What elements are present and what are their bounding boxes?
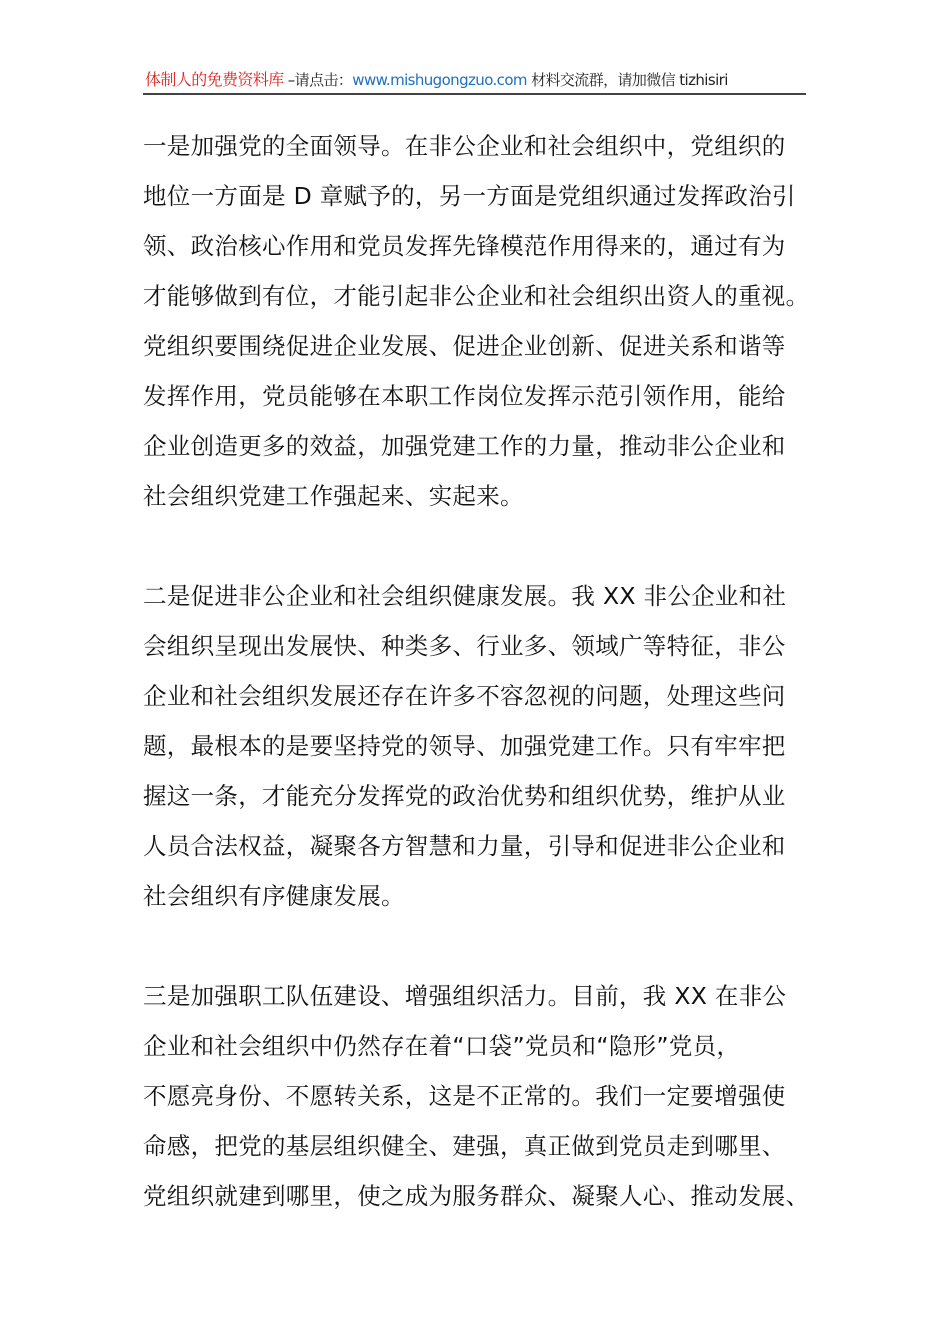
text-line: 一是加强党的全面领导。在非公企业和社会组织中，党组织的 — [143, 132, 786, 160]
text-line: 领、政治核心作用和党员发挥先锋模范作用得来的，通过有为 — [143, 232, 786, 260]
text-line: 企业创造更多的效益，加强党建工作的力量，推动非公企业和 — [143, 432, 786, 460]
header-prompt: –请点击： — [283, 71, 353, 89]
header-brand: 体制人的免费资料库 — [145, 70, 284, 89]
text-line: 握这一条，才能充分发挥党的政治优势和组织优势，维护从业 — [143, 782, 786, 810]
text-line: 命感，把党的基层组织健全、建强，真正做到党员走到哪里、 — [143, 1132, 786, 1160]
text-line: 党组织就建到哪里，使之成为服务群众、凝聚人心、推动发展、 — [143, 1182, 810, 1210]
page-header — [145, 68, 805, 92]
text-line: 党组织要围绕促进企业发展、促进企业创新、促进关系和谐等 — [143, 332, 786, 360]
text-line: 才能够做到有位，才能引起非公企业和社会组织出资人的重视。 — [143, 282, 810, 310]
paragraph — [143, 571, 833, 921]
text-line: 发挥作用，党员能够在本职工作岗位发挥示范引领作用，能给 — [143, 382, 786, 410]
header-link[interactable]: www.mishugongzuo.com — [352, 71, 527, 89]
document-body — [143, 121, 833, 1221]
paragraph — [143, 121, 833, 521]
text-line: 三是加强职工队伍建设、增强组织活力。目前，我 XX 在非公 — [143, 982, 787, 1010]
paragraph — [143, 971, 833, 1221]
text-line: 地位一方面是 D 章赋予的，另一方面是党组织通过发挥政治引 — [143, 182, 796, 210]
text-line: 二是促进非公企业和社会组织健康发展。我 XX 非公企业和社 — [143, 582, 787, 610]
text-line: 题，最根本的是要坚持党的领导、加强党建工作。只有牢牢把 — [143, 732, 786, 760]
header-suffix: 材料交流群，请加微信 tizhisiri — [526, 71, 728, 89]
text-line: 不愿亮身份、不愿转关系，这是不正常的。我们一定要增强使 — [143, 1082, 786, 1110]
paragraph-gap — [143, 921, 833, 971]
text-line: 社会组织党建工作强起来、实起来。 — [143, 482, 524, 510]
text-line: 企业和社会组织发展还存在许多不容忽视的问题，处理这些问 — [143, 682, 786, 710]
paragraph-gap — [143, 521, 833, 571]
text-line: 社会组织有序健康发展。 — [143, 882, 405, 910]
text-line: 人员合法权益，凝聚各方智慧和力量，引导和促进非公企业和 — [143, 832, 786, 860]
header-divider — [143, 93, 806, 95]
text-line: 会组织呈现出发展快、种类多、行业多、领域广等特征，非公 — [143, 632, 786, 660]
text-line: 企业和社会组织中仍然存在着“口袋”党员和“隐形”党员， — [143, 1032, 741, 1060]
